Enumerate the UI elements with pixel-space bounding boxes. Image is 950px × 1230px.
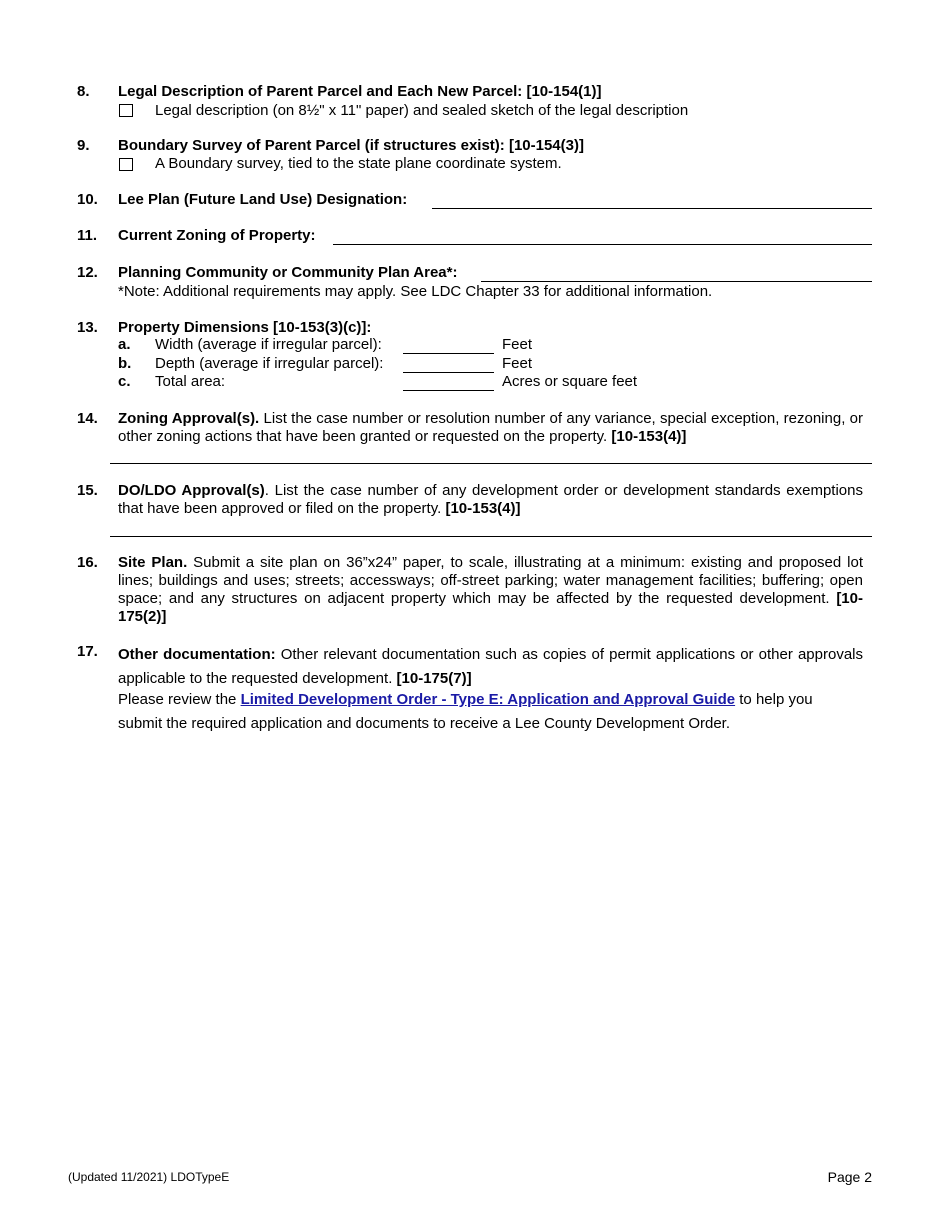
item-11-number: 11. <box>77 227 98 244</box>
item-13a-unit: Feet <box>502 336 533 353</box>
item-17-text: Other relevant documentation such as copies of permit applications or other approvals applicable to the requested development. <box>118 646 863 687</box>
page-number: Page 2 <box>827 1169 872 1185</box>
zoning-approval-field[interactable] <box>110 463 872 464</box>
item-8-number: 8. <box>77 83 90 100</box>
item-13a-letter: a. <box>118 336 131 353</box>
item-13-number: 13. <box>77 319 98 336</box>
item-13b-letter: b. <box>118 355 132 372</box>
item-12-note: *Note: Additional requirements may apply. See LDC Chapter 33 for additional information. <box>118 283 713 300</box>
depth-field[interactable] <box>403 372 494 373</box>
item-9-number: 9. <box>77 137 90 154</box>
item-16-number: 16. <box>77 554 98 571</box>
item-15-number: 15. <box>77 482 98 499</box>
item-16-ref: [10-175(2)] <box>118 590 863 625</box>
item-14-number: 14. <box>77 410 98 427</box>
review-line-2: submit the required application and documents to receive a Lee County Development Order. <box>118 715 731 732</box>
item-17-number: 17. <box>77 643 98 660</box>
item-14-ref: [10-153(4)] <box>611 428 687 445</box>
item-13c-letter: c. <box>118 373 131 390</box>
legal-description-checkbox[interactable] <box>119 104 133 117</box>
item-8-title: Legal Description of Parent Parcel and Each New Parcel: [10-154(1)] <box>118 83 602 100</box>
item-17-paragraph <box>118 643 863 691</box>
review-line-1 <box>118 691 813 709</box>
item-11-title: Current Zoning of Property: <box>118 227 316 244</box>
item-15-paragraph <box>118 482 863 518</box>
item-16-text: Submit a site plan on 36”x24” paper, to scale, illustrating at a minimum: existing and proposed lot lines; buildings and uses; streets; accessways; off-street parking; water management facilities; buffering; open space; and any structures on adjacent property which may be affected by the requested development. <box>118 554 863 607</box>
width-field[interactable] <box>403 353 494 354</box>
item-12-number: 12. <box>77 264 98 281</box>
boundary-survey-checkbox[interactable] <box>119 158 133 171</box>
current-zoning-field[interactable] <box>333 244 872 245</box>
application-guide-link[interactable]: Limited Development Order - Type E: Application and Approval Guide <box>240 691 736 708</box>
item-13-title: Property Dimensions [10-153(3)(c)]: <box>118 319 372 336</box>
item-13b-unit: Feet <box>502 355 533 372</box>
item-12-title: Planning Community or Community Plan Area*: <box>118 264 458 281</box>
lee-plan-designation-field[interactable] <box>432 208 872 209</box>
item-10-title: Lee Plan (Future Land Use) Designation: <box>118 191 408 208</box>
item-17-ref: [10-175(7)] <box>396 670 472 687</box>
item-17-title: Other documentation: <box>118 646 276 663</box>
item-9-title: Boundary Survey of Parent Parcel (if structures exist): [10-154(3)] <box>118 137 584 154</box>
item-8-checkbox-label: Legal description (on 8½" x 11" paper) and sealed sketch of the legal description <box>155 102 689 119</box>
do-ldo-approval-field[interactable] <box>110 536 872 537</box>
item-14-title: Zoning Approval(s). <box>118 410 260 427</box>
item-13c-unit: Acres or square feet <box>502 373 638 390</box>
item-15-text: . List the case number of any development order or development standards exemptions that have been approved or filed on the property. <box>118 482 863 517</box>
item-13c-label: Total area: <box>155 373 226 390</box>
item-14-paragraph <box>118 410 863 446</box>
item-15-ref: [10-153(4)] <box>445 500 521 517</box>
total-area-field[interactable] <box>403 390 494 391</box>
review-suffix: to help you <box>735 691 813 708</box>
item-16-paragraph <box>118 554 863 626</box>
item-9-checkbox-label: A Boundary survey, tied to the state plane coordinate system. <box>155 155 562 172</box>
item-16-title: Site Plan. <box>118 554 188 571</box>
item-10-number: 10. <box>77 191 98 208</box>
item-13b-label: Depth (average if irregular parcel): <box>155 355 384 372</box>
planning-community-field[interactable] <box>481 281 872 282</box>
footer-revision: (Updated 11/2021) LDOTypeE <box>68 1170 230 1184</box>
review-prefix: Please review the <box>118 691 241 708</box>
item-14-text: List the case number or resolution number of any variance, special exception, rezoning, or other zoning actions that have been granted or requested on the property. <box>118 410 863 445</box>
item-13a-label: Width (average if irregular parcel): <box>155 336 382 353</box>
item-15-title: DO/LDO Approval(s) <box>118 482 265 499</box>
